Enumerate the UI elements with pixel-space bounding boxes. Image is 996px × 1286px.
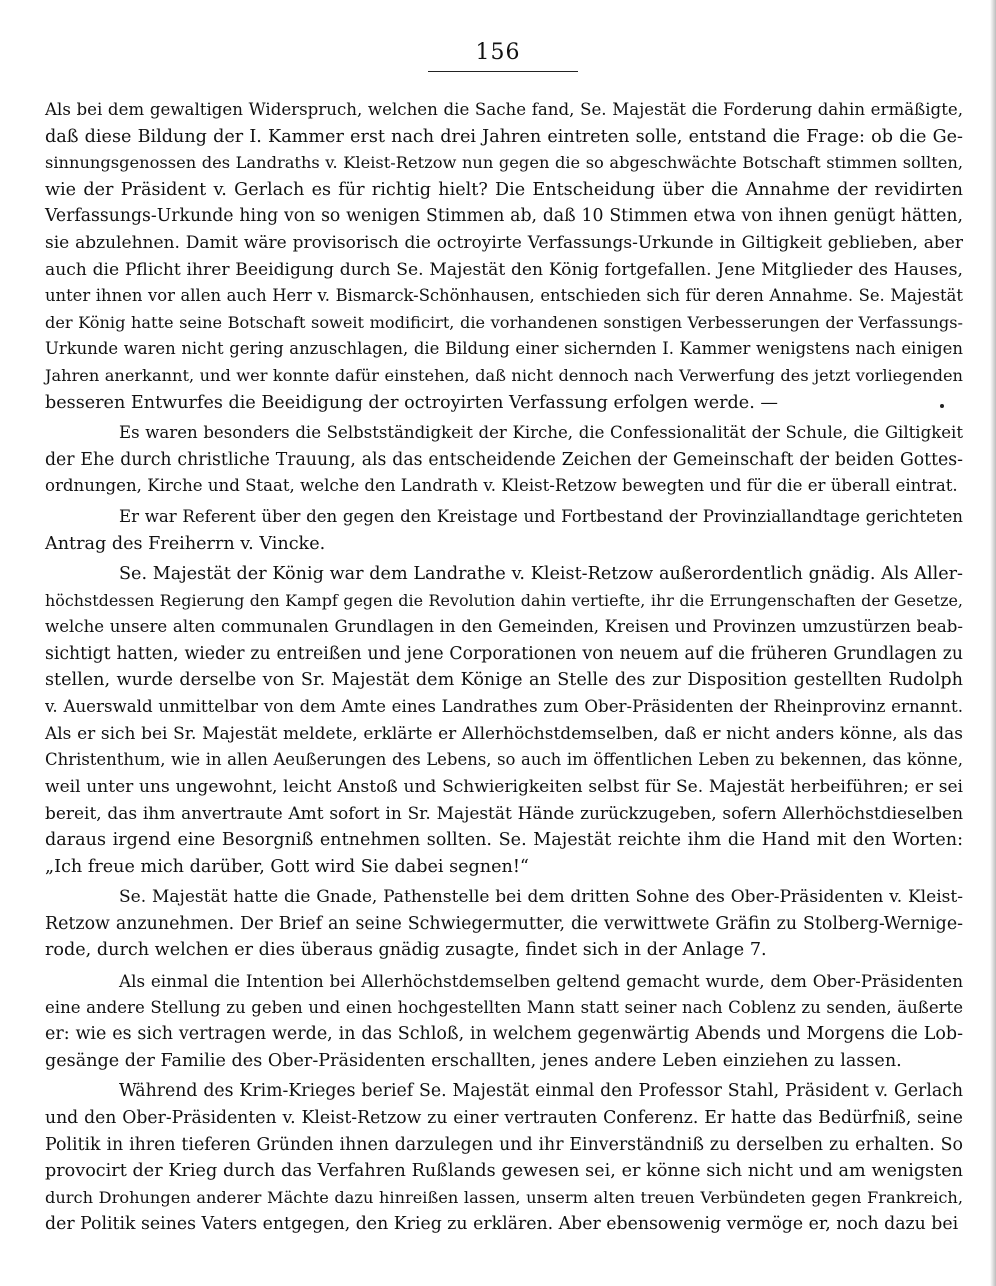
text-line: Als bei dem gewaltigen Widerspruch, welchen die Sache fand, Se. Majestät die Forderung dahin ermäßigte, xyxy=(45,100,963,119)
paragraph xyxy=(45,1078,963,1238)
text-line: provocirt der Krieg durch das Verfahren Rußlands gewesen sei, er könne sich nicht und am wenigsten xyxy=(45,1161,963,1182)
header-rule xyxy=(428,71,578,72)
text-line: v. Auerswald unmittelbar von dem Amte eines Landrathes zum Ober-Präsidenten der Rheinprovinz ernannt. xyxy=(45,697,963,717)
text-line: daß diese Bildung der I. Kammer erst nach drei Jahren eintreten solle, entstand die Frage: ob die Ge- xyxy=(45,126,963,147)
ink-speck xyxy=(940,404,944,408)
paragraph xyxy=(45,504,963,557)
text-line: besseren Entwurfes die Beeidigung der octroyirten Verfassung erfolgen werde. — xyxy=(45,392,778,413)
text-line: und den Ober-Präsidenten v. Kleist-Retzow zu einer vertrauten Conferenz. Er hatte das Bedürfniß, seine xyxy=(45,1107,963,1128)
paragraph xyxy=(45,420,963,500)
text-line: wie der Präsident v. Gerlach es für richtig hielt? Die Entscheidung über die Annahme der revidirten xyxy=(45,179,963,200)
text-line: der Ehe durch christliche Trauung, als das entscheidende Zeichen der Gemeinschaft der beiden Gottes- xyxy=(45,449,963,470)
text-line: Urkunde waren nicht gering anzuschlagen, die Bildung einer sichernden I. Kammer wenigstens nach einigen xyxy=(45,339,963,359)
text-line: eine andere Stellung zu geben und einen hochgestellten Mann statt seiner nach Coblenz zu senden, äußerte xyxy=(45,997,963,1017)
text-line: gesänge der Familie des Ober-Präsidenten erschallten, jenes andere Leben einziehen zu lassen. xyxy=(45,1050,902,1071)
text-line: Es waren besonders die Selbstständigkeit der Kirche, die Confessionalität der Schule, die Giltigkeit xyxy=(119,423,963,443)
text-line: der Politik seines Vaters entgegen, den Krieg zu erklären. Aber ebensowenig vermöge er, noch dazu bei xyxy=(45,1214,959,1235)
text-line: Se. Majestät der König war dem Landrathe v. Kleist-Retzow außerordentlich gnädig. Als Aller- xyxy=(119,564,963,585)
text-line: stellen, wurde derselbe von Sr. Majestät dem Könige an Stelle des zur Disposition gestellten Rudolph xyxy=(45,670,963,691)
text-body xyxy=(45,97,963,1238)
text-line: der König hatte seine Botschaft soweit modificirt, die vorhandenen sonstigen Verbesserungen der Verfassungs- xyxy=(45,312,963,332)
paragraph xyxy=(45,968,963,1074)
text-line: „Ich freue mich darüber, Gott wird Sie dabei segnen!“ xyxy=(45,856,529,877)
text-line: sichtigt hatten, wieder zu entreißen und jene Corporationen von neuem auf die früheren Grundlagen zu xyxy=(45,643,963,664)
text-line: Christenthum, wie in allen Aeußerungen des Lebens, so auch im öffentlichen Leben zu bekennen, das könne, xyxy=(45,750,963,770)
text-line: höchstdessen Regierung den Kampf gegen die Revolution dahin vertiefte, ihr die Errungenschaften der Gesetze, xyxy=(45,590,963,610)
text-line: bereit, das ihm anvertraute Amt sofort in Sr. Majestät Hände zurückzugeben, sofern Allerhöchstdieselben xyxy=(45,803,963,824)
text-line: ordnungen, Kirche und Staat, welche den Landrath v. Kleist-Retzow bewegten und für die er überall eintrat. xyxy=(45,476,958,496)
text-line: daraus irgend eine Besorgniß entnehmen sollten. Se. Majestät reichte ihm die Hand mit den Worten: xyxy=(45,830,963,851)
text-line: Politik in ihren tieferen Gründen ihnen darzulegen und ihr Einverständniß zu derselben zu erhalten. So xyxy=(45,1134,963,1155)
text-line: sinnungsgenossen des Landraths v. Kleist-Retzow nun gegen die so abgeschwächte Botschaft stimmen sollten, xyxy=(45,153,963,173)
text-line: rode, durch welchen er dies überaus gnädig zusagte, findet sich in der Anlage 7. xyxy=(45,940,767,961)
page-number: 156 xyxy=(475,40,521,65)
text-line: sie abzulehnen. Damit wäre provisorisch die octroyirte Verfassungs-Urkunde in Giltigkeit geblieben, aber xyxy=(45,232,963,253)
text-line: Verfassungs-Urkunde hing von so wenigen Stimmen ab, daß 10 Stimmen etwa von ihnen genügt hätten, xyxy=(45,206,963,227)
text-line: Während des Krim-Krieges berief Se. Majestät einmal den Professor Stahl, Präsident v. Gerlach xyxy=(119,1081,963,1102)
text-line: auch die Pflicht ihrer Beeidigung durch Se. Majestät den König fortgefallen. Jene Mitglieder des Hauses, xyxy=(45,259,963,280)
paragraph xyxy=(45,884,963,964)
text-line: weil unter uns ungewohnt, leicht Anstoß und Schwierigkeiten selbst für Se. Majestät herbeiführen; er sei xyxy=(45,776,963,797)
text-line: Als er sich bei Sr. Majestät meldete, erklärte er Allerhöchstdemselben, daß er nicht anders könne, als das xyxy=(45,723,963,744)
binding-edge xyxy=(990,0,996,1286)
text-line: er: wie es sich vertragen werde, in das Schloß, in welchem gegenwärtig Abends und Morgens die Lob- xyxy=(45,1024,963,1045)
text-line: Er war Referent über den gegen den Kreistage und Fortbestand der Provinziallandtage gerichteten xyxy=(119,506,963,526)
paragraph xyxy=(45,97,963,416)
text-line: unter ihnen vor allen auch Herr v. Bismarck-Schönhausen, entschieden sich für deren Annahme. Se. Majestät xyxy=(45,286,963,306)
text-line: Jahren anerkannt, und wer konnte dafür einstehen, daß nicht dennoch nach Verwerfung des jetzt vorliegenden xyxy=(45,365,963,385)
text-line: Retzow anzunehmen. Der Brief an seine Schwiegermutter, die verwittwete Gräfin zu Stolberg-Wernige- xyxy=(45,913,963,934)
text-line: welche unsere alten communalen Grundlagen in den Gemeinden, Kreisen und Provinzen umzustürzen beab- xyxy=(45,617,963,637)
text-line: Se. Majestät hatte die Gnade, Pathenstelle bei dem dritten Sohne des Ober-Präsidenten v. Kleist- xyxy=(119,887,963,908)
text-line: Antrag des Freiherrn v. Vincke. xyxy=(45,533,326,554)
text-line: durch Drohungen anderer Mächte dazu hinreißen lassen, unserm alten treuen Verbündeten gegen Frankreich, xyxy=(45,1187,963,1207)
paragraph xyxy=(45,561,963,880)
text-line: Als einmal die Intention bei Allerhöchstdemselben geltend gemacht wurde, dem Ober-Präsidenten xyxy=(119,971,963,991)
